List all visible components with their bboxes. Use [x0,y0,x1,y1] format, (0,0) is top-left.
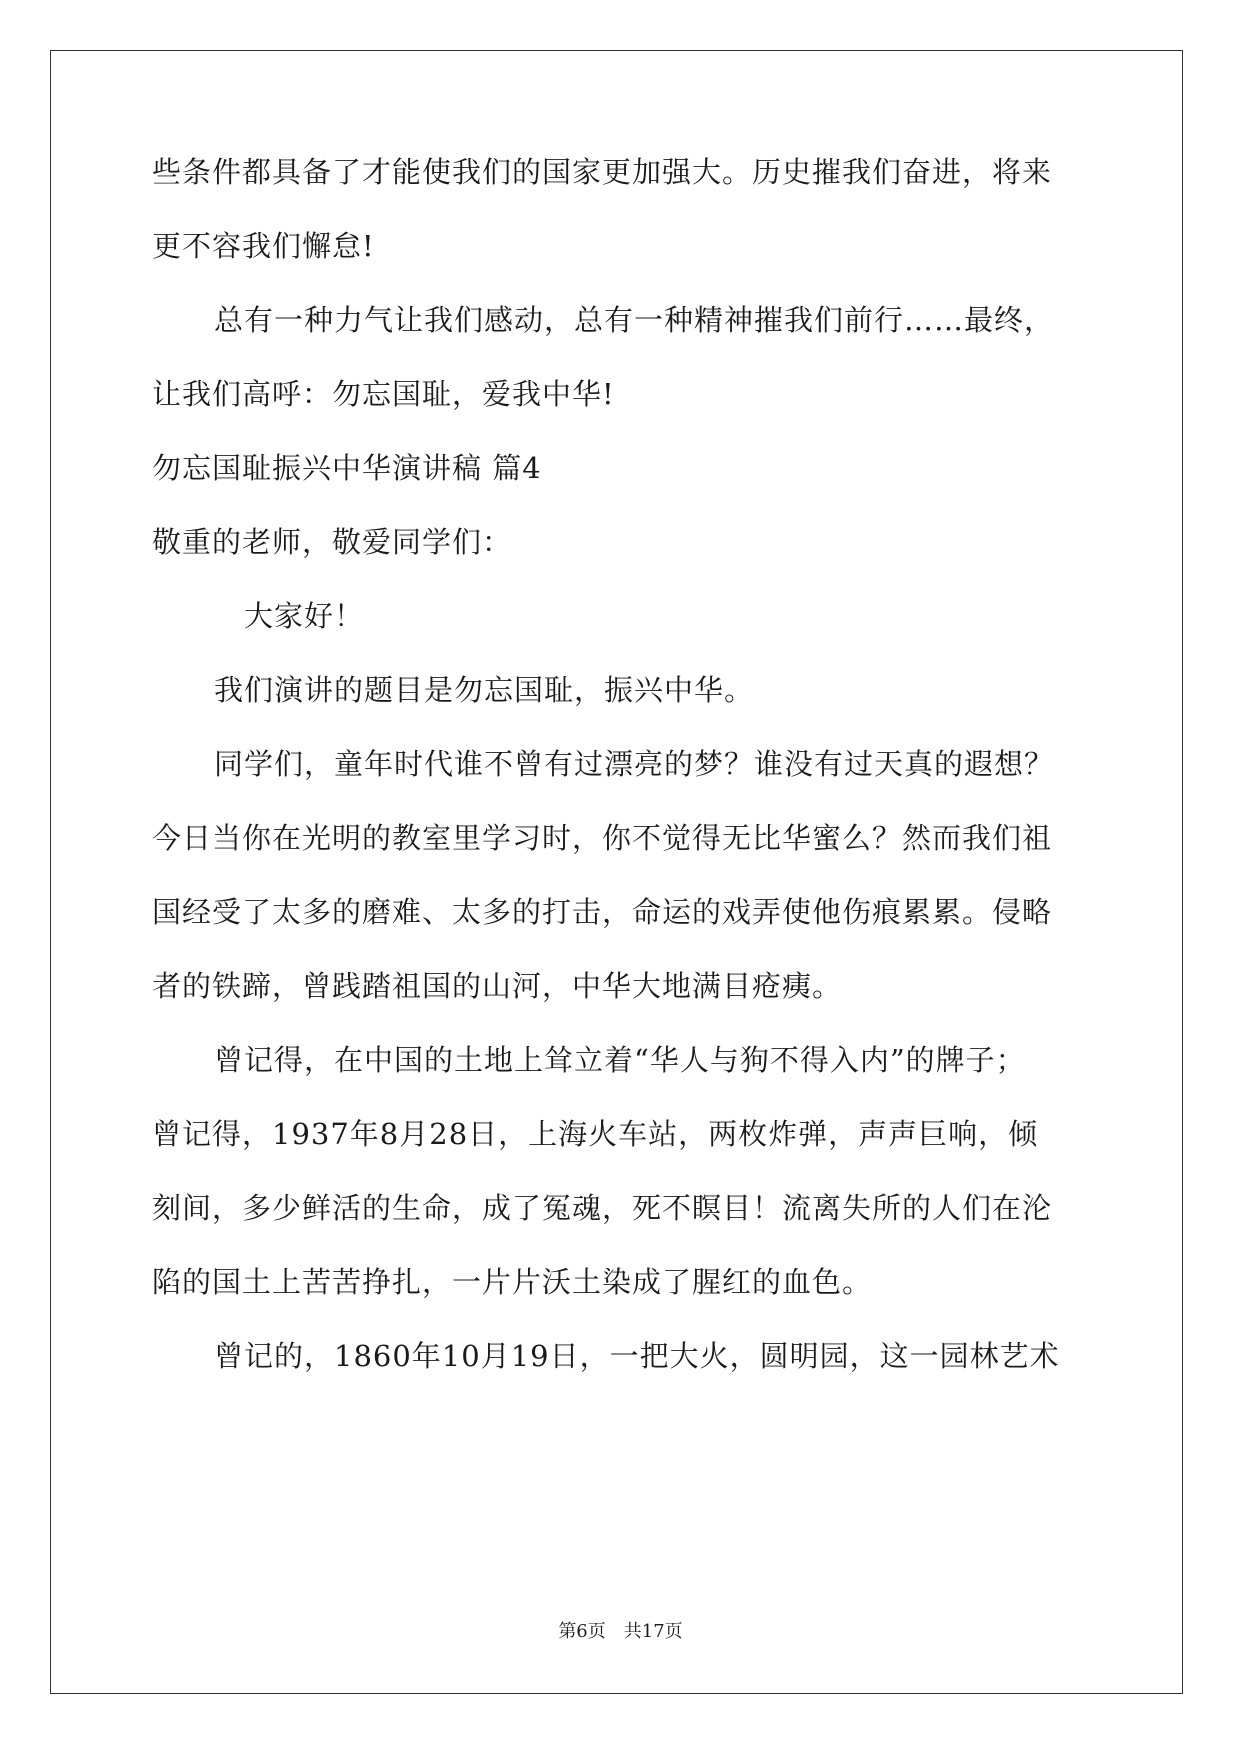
text-line: 国经受了太多的磨难、太多的打击，命运的戏弄使他伤痕累累。侵略 [152,895,1053,929]
text-line: 同学们，童年时代谁不曾有过漂亮的梦？谁没有过天真的遐想？ [214,747,1055,781]
text-line: 曾记的，1860年10月19日，一把大火，圆明园，这一园林艺术 [214,1339,1060,1373]
text-line: 些条件都具备了才能使我们的国家更加强大。历史摧我们奋进，将来 [152,155,1053,189]
page-border [50,50,1183,1694]
text-line: 让我们高呼：勿忘国耻，爱我中华! [152,377,615,411]
greeting: 大家好！ [244,599,365,633]
text-line: 总有一种力气让我们感动，总有一种精神摧我们前行……最终， [214,303,1055,337]
text-line: 今日当你在光明的教室里学习时，你不觉得无比华蜜么？然而我们祖 [152,821,1053,855]
text-line: 刻间，多少鲜活的生命，成了冤魂，死不瞑目！流离失所的人们在沦 [152,1191,1053,1225]
text-line: 曾记得，1937年8月28日，上海火车站，两枚炸弹，声声巨响，倾 [152,1117,1039,1151]
page-number: 第6页 共17页 [558,1621,683,1642]
text-line: 陷的国土上苦苦挣扎，一片片沃土染成了腥红的血色。 [152,1265,873,1299]
salutation: 敬重的老师，敬爱同学们： [152,525,513,559]
text-line: 者的铁蹄，曾践踏祖国的山河，中华大地满目疮痍。 [152,969,843,1003]
text-line: 曾记得，在中国的土地上耸立着“华人与狗不得入内”的牌子； [214,1043,1026,1077]
text-line: 我们演讲的题目是勿忘国耻，振兴中华。 [214,673,755,707]
section-heading: 勿忘国耻振兴中华演讲稿 篇4 [152,451,542,485]
text-line: 更不容我们懈怠! [152,229,375,263]
